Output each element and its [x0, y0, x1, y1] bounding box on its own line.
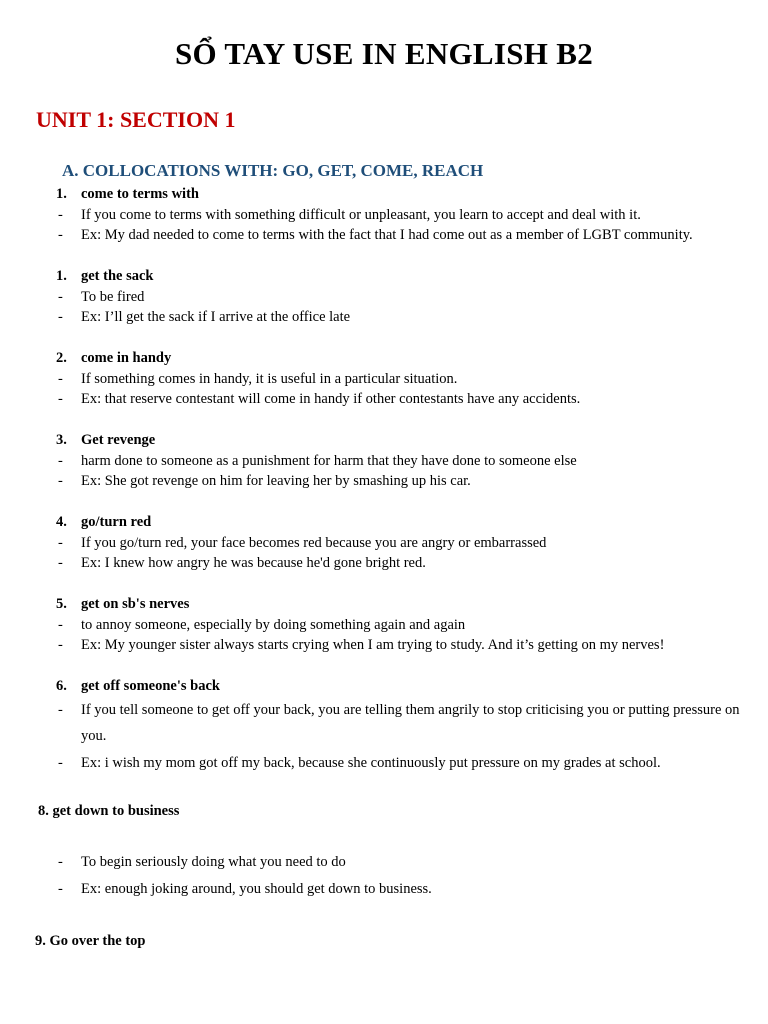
example-line: - Ex: enough joking around, you should get down to business.	[56, 876, 746, 902]
definition-line: - If you tell someone to get off your back, you are telling them angrily to stop criticising you or putting pressure on you.	[56, 697, 746, 749]
entry-title	[56, 430, 746, 451]
definition-line: - If something comes in handy, it is useful in a particular situation.	[56, 369, 746, 390]
example-line: - Ex: My younger sister always starts crying when I am trying to study. And it’s getting on my nerves!	[56, 635, 746, 656]
vocab-entry	[56, 266, 746, 328]
entry-title	[56, 676, 746, 697]
bullet-dash: -	[58, 309, 63, 325]
bullet-dash: -	[58, 227, 63, 243]
vocab-entry	[56, 430, 746, 492]
entry-term: get the sack	[81, 268, 154, 284]
example-line: - Ex: I’ll get the sack if I arrive at the office late	[56, 307, 746, 328]
bullet-dash: -	[58, 370, 63, 387]
example-line: - Ex: She got revenge on him for leaving her by smashing up his car.	[56, 471, 746, 492]
example-line: - Ex: that reserve contestant will come in handy if other contestants have any accidents.	[56, 389, 746, 410]
bullet-dash: -	[58, 854, 63, 870]
example-line: - Ex: i wish my mom got off my back, because she continuously put pressure on my grades at school.	[56, 750, 746, 776]
bullet-dash: -	[58, 881, 63, 897]
vocab-entry	[56, 594, 746, 656]
unit-heading: UNIT 1: SECTION 1	[36, 107, 236, 132]
entry-title: 9. Go over the top	[35, 933, 146, 949]
bullet-dash: -	[58, 288, 63, 305]
document-title: SỔ TAY USE IN ENGLISH B2	[174, 36, 594, 71]
vocab-entry	[56, 512, 746, 574]
entry-title	[56, 266, 746, 287]
entry-term: come in handy	[81, 350, 172, 366]
entry-title	[56, 594, 746, 615]
vocab-entry	[56, 676, 746, 777]
entry-term: get on sb's nerves	[81, 596, 190, 612]
definition-line: - To begin seriously doing what you need to do	[56, 849, 746, 875]
definition-line: - To be fired	[56, 287, 746, 308]
entry-title	[56, 512, 746, 533]
section-heading: A. COLLOCATIONS WITH: GO, GET, COME, REACH	[62, 161, 484, 180]
bullet-dash: -	[58, 637, 63, 653]
example-line: - Ex: My dad needed to come to terms with the fact that I had come out as a member of LGBT community.	[56, 225, 746, 246]
entry-term: go/turn red	[81, 514, 152, 530]
vocab-entry	[56, 348, 746, 410]
entry-number: 1.	[56, 268, 67, 284]
definition-line: - harm done to someone as a punishment for harm that they have done to someone else	[56, 451, 746, 472]
entry-term: come to terms with	[81, 186, 199, 202]
entry-title	[56, 184, 746, 205]
entry-number: 5.	[56, 596, 67, 612]
entry-title	[56, 348, 746, 369]
bullet-dash: -	[58, 754, 63, 771]
definition-line: - If you come to terms with something difficult or unpleasant, you learn to accept and deal with it.	[56, 205, 746, 226]
entry-number: 6.	[56, 678, 67, 694]
entry-term: get off someone's back	[81, 678, 220, 694]
definition-line: - If you go/turn red, your face becomes red because you are angry or embarrassed	[56, 533, 746, 554]
bullet-dash: -	[58, 473, 63, 489]
bullet-dash: -	[58, 391, 63, 407]
entry-number: 2.	[56, 350, 67, 366]
bullet-dash: -	[58, 452, 63, 469]
definition-line: - to annoy someone, especially by doing something again and again	[56, 615, 746, 636]
entry-number: 1.	[56, 186, 67, 202]
bullet-dash: -	[58, 701, 63, 718]
bullet-dash: -	[58, 534, 63, 551]
example-line: - Ex: I knew how angry he was because he'd gone bright red.	[56, 553, 746, 574]
entry-title: 8. get down to business	[38, 803, 180, 819]
bullet-dash: -	[58, 206, 63, 223]
entry-term: Get revenge	[81, 432, 156, 448]
vocab-entry	[56, 184, 746, 246]
bullet-dash: -	[58, 616, 63, 633]
vocab-entry	[56, 849, 746, 903]
entry-number: 3.	[56, 432, 67, 448]
entry-number: 4.	[56, 514, 67, 530]
bullet-dash: -	[58, 555, 63, 571]
